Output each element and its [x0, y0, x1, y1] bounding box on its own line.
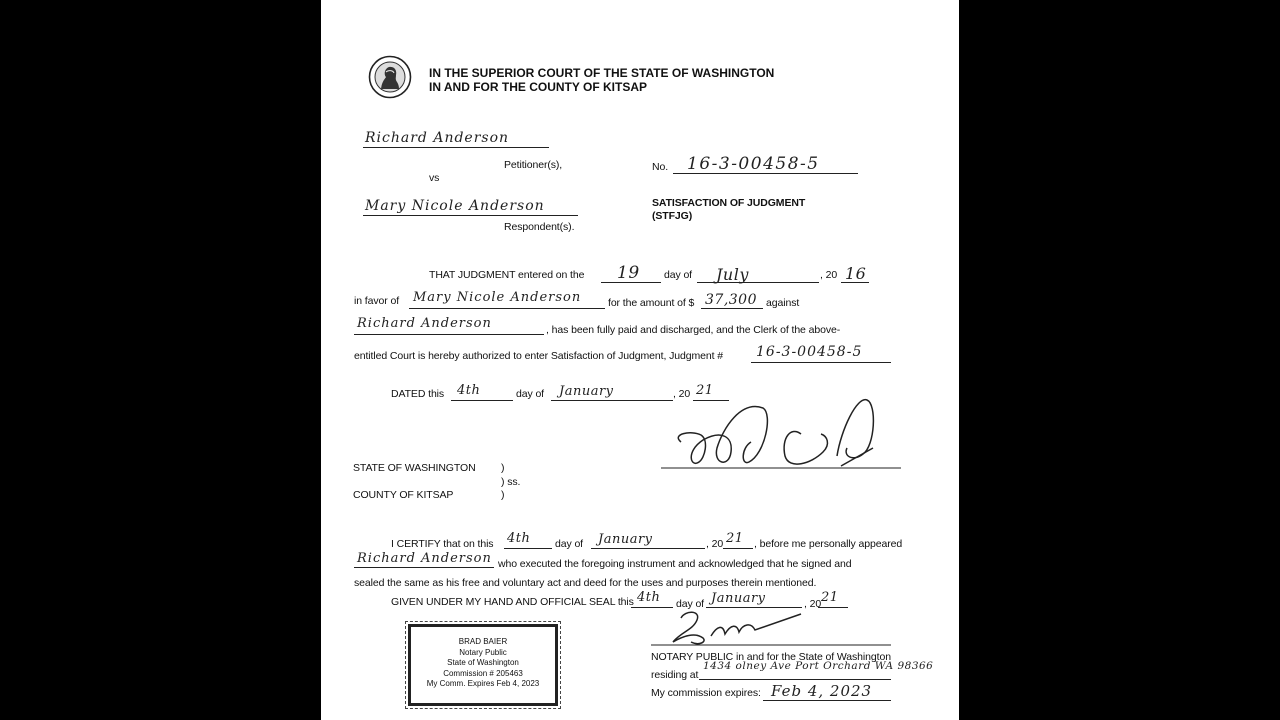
dated-day-of: day of	[516, 388, 545, 400]
against-name-line	[354, 334, 544, 335]
venue-ss: ) ss.	[501, 476, 521, 488]
venue-county: COUNTY OF KITSAP	[353, 489, 454, 501]
notary-title: NOTARY PUBLIC in and for the State of Washington	[651, 651, 891, 663]
favor-name: Mary Nicole Anderson	[413, 290, 582, 305]
residing-label: residing at	[651, 669, 699, 681]
given-day-of: day of	[676, 598, 705, 610]
judgment-entered-text: THAT JUDGMENT entered on the	[429, 269, 585, 281]
certify-month: January	[598, 532, 653, 547]
amount-text: for the amount of $	[608, 297, 695, 309]
judgment-number-line	[751, 362, 891, 363]
respondent-label: Respondent(s).	[504, 221, 575, 233]
given-year: 21	[821, 590, 839, 605]
certify-year-prefix: , 20	[706, 538, 724, 550]
notary-stamp	[408, 624, 558, 706]
day-of-text: day of	[664, 269, 693, 281]
vs-label: vs	[429, 172, 440, 184]
discharged-text: , has been fully paid and discharged, and the Clerk of the above-	[546, 324, 841, 336]
venue-state: STATE OF WASHINGTON	[353, 462, 476, 474]
venue-paren-3: )	[501, 489, 505, 501]
judgment-creditor-signature	[661, 390, 901, 480]
case-no-label: No.	[652, 161, 669, 173]
judgment-day: 19	[617, 263, 640, 283]
authorized-text: entitled Court is hereby authorized to enter Satisfaction of Judgment, Judgment #	[354, 350, 723, 362]
certify-appeared-text: , before me personally appeared	[754, 538, 903, 550]
given-year-prefix: , 20	[804, 598, 822, 610]
in-favor-of-text: in favor of	[354, 295, 400, 307]
dated-month: January	[559, 384, 614, 399]
certify-text: I CERTIFY that on this	[391, 538, 494, 550]
judgment-month-line	[697, 282, 819, 283]
certify-day: 4th	[507, 531, 531, 546]
venue-paren-1: )	[501, 462, 505, 474]
petitioner-label: Petitioner(s),	[504, 159, 563, 171]
petitioner-name: Richard Anderson	[365, 130, 510, 146]
dated-text: DATED this	[391, 388, 445, 400]
dated-month-line	[551, 400, 673, 401]
document-code: (STFJG)	[652, 210, 693, 222]
dated-year-prefix: , 20	[673, 388, 691, 400]
dated-day: 4th	[457, 383, 481, 398]
certify-year: 21	[726, 531, 744, 546]
against-text: against	[766, 297, 800, 309]
certify-year-line	[723, 548, 753, 549]
expires-label: My commission expires:	[651, 687, 761, 699]
stamp-state: State of Washington	[447, 658, 519, 667]
stamp-title: Notary Public	[459, 647, 507, 657]
amount-line	[701, 308, 763, 309]
given-day: 4th	[637, 590, 661, 605]
expires-line	[763, 700, 891, 701]
residing-line	[699, 679, 891, 680]
residing-value: 1434 olney Ave Port Orchard WA 98366	[703, 660, 934, 672]
court-header-line2: IN AND FOR THE COUNTY OF KITSAP	[429, 80, 648, 94]
certify-day-line	[504, 548, 552, 549]
washington-state-seal	[368, 55, 412, 99]
certify-executed-text: who executed the foregoing instrument and acknowledged that he signed and	[498, 558, 852, 570]
judgment-year: 16	[845, 264, 867, 283]
expires-value: Feb 4, 2023	[771, 682, 873, 700]
given-month: January	[711, 591, 766, 606]
favor-name-line	[409, 308, 605, 309]
stamp-expires: My Comm. Expires Feb 4, 2023	[426, 679, 540, 688]
court-header-line1: IN THE SUPERIOR COURT OF THE STATE OF WASHINGTON	[429, 66, 775, 80]
respondent-name: Mary Nicole Anderson	[365, 198, 545, 214]
case-no-line	[673, 173, 858, 174]
certify-day-of: day of	[555, 538, 584, 550]
judgment-day-line	[601, 282, 661, 283]
judgment-amount: 37,300	[705, 292, 757, 308]
against-name: Richard Anderson	[357, 316, 492, 331]
notary-signature	[651, 606, 896, 648]
certify-sealed-text: sealed the same as his free and voluntary act and deed for the uses and purposes therein mentioned.	[354, 577, 817, 589]
dated-day-line	[451, 400, 513, 401]
year-prefix: , 20	[820, 269, 838, 281]
document-page	[321, 0, 959, 720]
document-title: SATISFACTION OF JUDGMENT	[652, 197, 806, 209]
stamp-name: BRAD BAIER	[458, 637, 508, 646]
respondent-line	[363, 215, 578, 216]
stamp-commission: Commission # 205463	[443, 668, 523, 678]
certify-month-line	[591, 548, 705, 549]
certify-name: Richard Anderson	[357, 551, 492, 566]
judgment-month: July	[716, 265, 749, 284]
dated-year: 21	[696, 383, 714, 398]
judgment-number: 16-3-00458-5	[756, 344, 863, 360]
given-text: GIVEN UNDER MY HAND AND OFFICIAL SEAL this	[391, 596, 634, 608]
judgment-year-line	[841, 282, 869, 283]
certify-name-line	[354, 567, 494, 568]
petitioner-line	[363, 147, 549, 148]
case-number: 16-3-00458-5	[687, 154, 820, 174]
